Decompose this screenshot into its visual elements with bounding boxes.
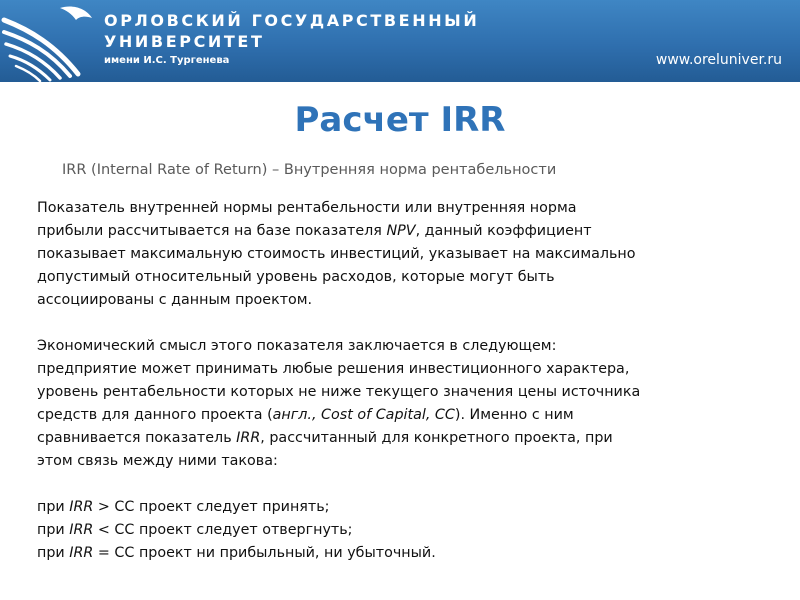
rule-accept — [37, 496, 767, 519]
text-span: прибыли рассчитывается на базе показателя — [37, 223, 387, 239]
rule-condition: > CC — [93, 499, 135, 515]
text-line: уровень рентабельности которых не ниже текущего значения цены источника — [37, 384, 641, 400]
irr-term: IRR — [236, 430, 261, 446]
text-span: , рассчитанный для конкретного проекта, при — [260, 430, 613, 446]
eagle-wing-icon — [0, 0, 110, 82]
npv-term: NPV — [386, 223, 416, 239]
university-name-line2: УНИВЕРСИТЕТ — [104, 32, 265, 51]
cost-of-capital-term: англ., Cost of Capital, CC — [272, 407, 455, 423]
slide-subtitle: IRR (Internal Rate of Return) – Внутренняя норма рентабельности — [62, 162, 557, 178]
rule-outcome: проект следует отвергнуть; — [134, 522, 353, 538]
paragraph-definition — [37, 197, 767, 312]
paragraph-gap — [37, 312, 767, 335]
rule-condition: = CC — [93, 545, 135, 561]
text-span: сравнивается показатель — [37, 430, 237, 446]
text-line: ассоциированы с данным проектом. — [37, 292, 313, 308]
text-span: средств для данного проекта ( — [37, 407, 273, 423]
text-span: при — [37, 499, 70, 515]
decision-rules — [37, 496, 767, 565]
text-line: Экономический смысл этого показателя заключается в следующем: — [37, 338, 557, 354]
text-line: Показатель внутренней нормы рентабельности или внутренняя норма — [37, 200, 577, 216]
university-name-line1: ОРЛОВСКИЙ ГОСУДАРСТВЕННЫЙ — [104, 11, 480, 30]
text-line: допустимый относительный уровень расходов, которые могут быть — [37, 269, 555, 285]
rule-outcome: проект следует принять; — [134, 499, 330, 515]
text-span: ). Именно с ним — [454, 407, 574, 423]
text-span: при — [37, 522, 70, 538]
rule-outcome: проект ни прибыльный, ни убыточный. — [134, 545, 436, 561]
text-line: предприятие может принимать любые решения инвестиционного характера, — [37, 361, 630, 377]
text-line — [37, 404, 767, 427]
text-line: показывает максимальную стоимость инвестиций, указывает на максимально — [37, 246, 636, 262]
paragraph-gap — [37, 473, 767, 496]
text-line — [37, 427, 767, 450]
text-span: , данный коэффициент — [415, 223, 592, 239]
website-link[interactable]: www.oreluniver.ru — [655, 52, 782, 68]
slide-title: Расчет IRR — [294, 100, 506, 140]
text-line — [37, 220, 767, 243]
irr-term: IRR — [69, 545, 94, 561]
paragraph-economic-meaning — [37, 335, 767, 473]
rule-reject — [37, 519, 767, 542]
rule-condition: < CC — [93, 522, 135, 538]
slide-body — [37, 197, 767, 565]
text-line: этом связь между ними такова: — [37, 453, 278, 469]
header-banner — [0, 0, 800, 82]
rule-neutral — [37, 542, 767, 565]
irr-term: IRR — [69, 522, 94, 538]
irr-term: IRR — [69, 499, 94, 515]
university-name-line3: имени И.С. Тургенева — [104, 55, 230, 66]
text-span: при — [37, 545, 70, 561]
